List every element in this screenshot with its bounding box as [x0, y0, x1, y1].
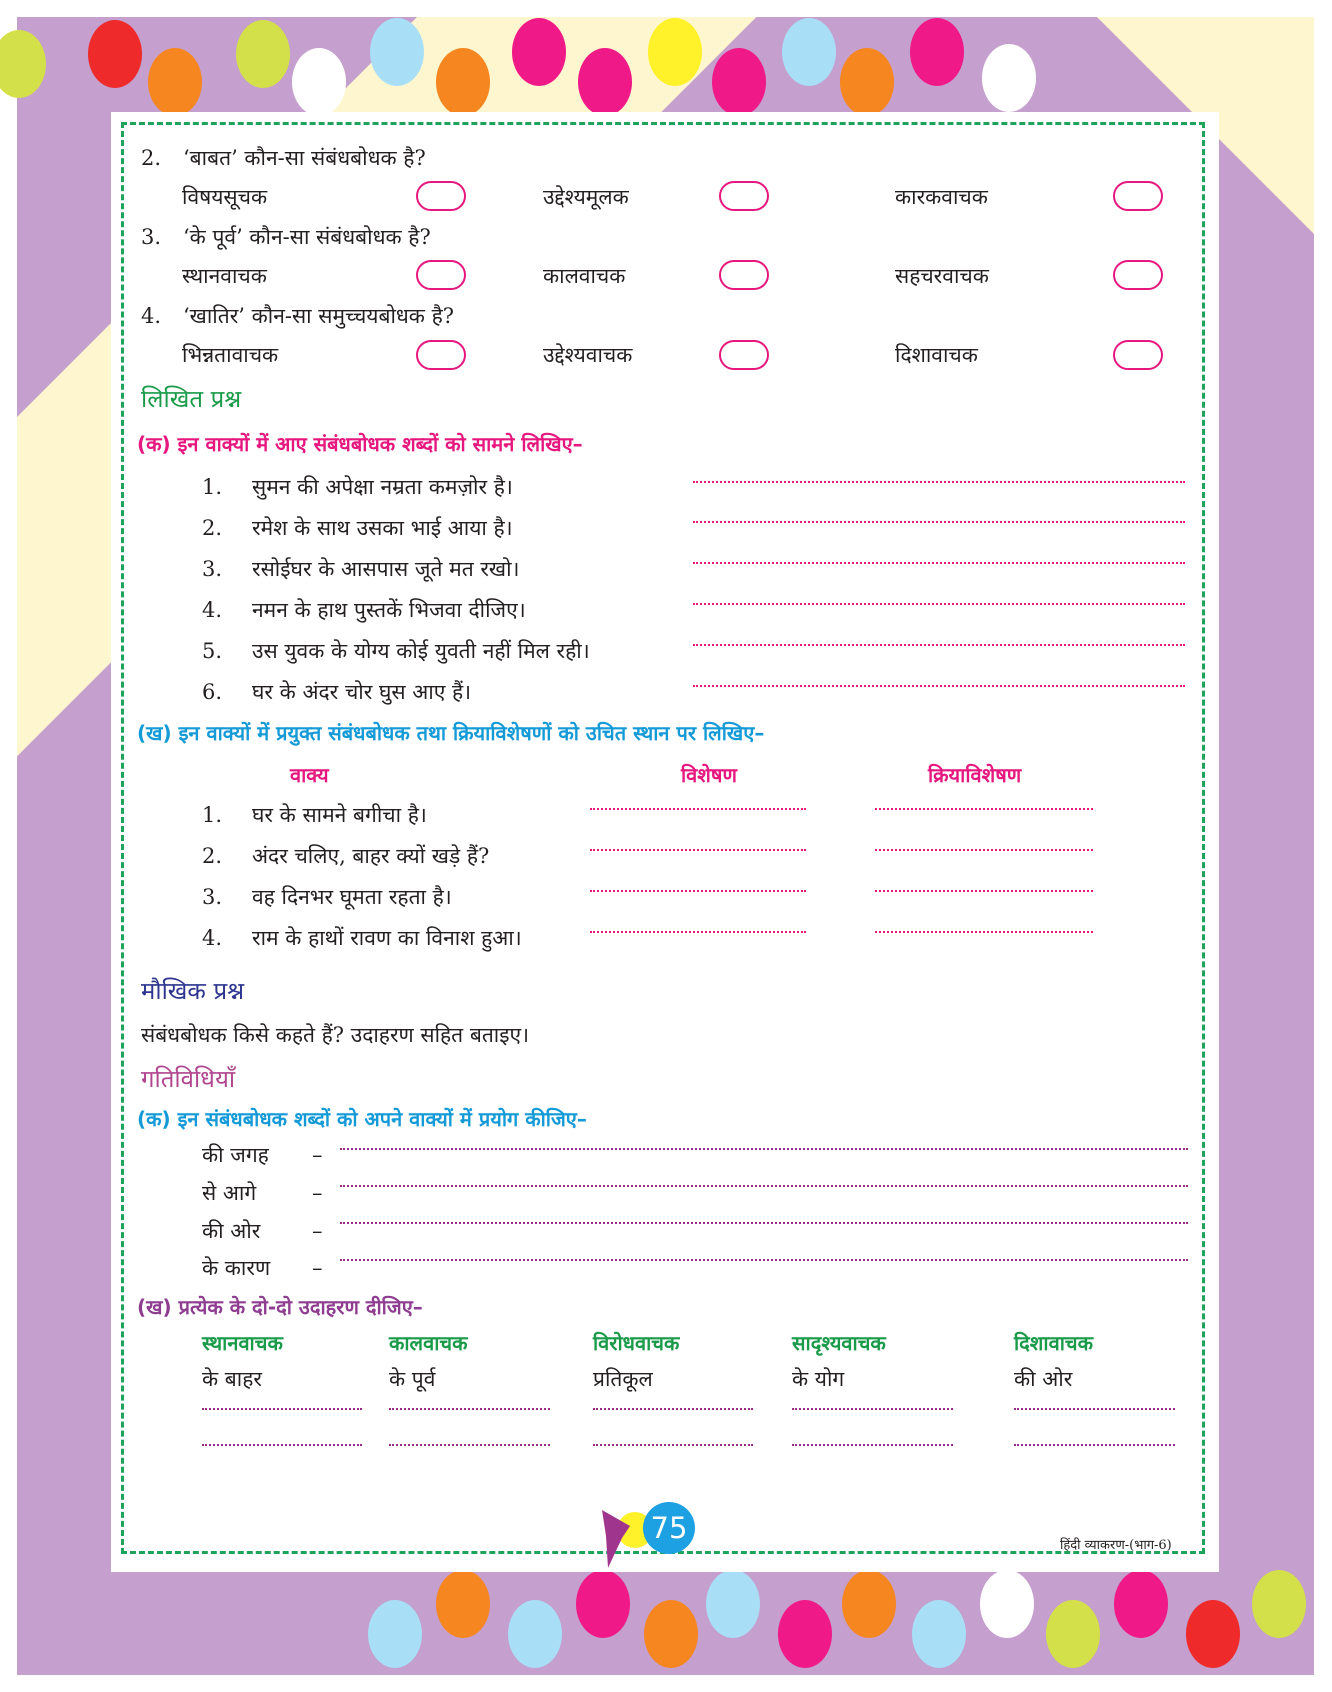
example-answer-line[interactable]: [202, 1444, 362, 1446]
item-number: 6.: [202, 680, 223, 704]
item-number: 3.: [202, 885, 223, 909]
dot-decoration: [842, 1570, 896, 1638]
adverb-answer-line[interactable]: [875, 849, 1093, 851]
option-label: उद्देश्यमूलक: [543, 185, 629, 209]
dot-decoration: [706, 1570, 760, 1638]
dot-decoration: [436, 1570, 490, 1638]
item-text: सुमन की अपेक्षा नम्रता कमज़ोर है।: [252, 475, 513, 499]
example-answer-line[interactable]: [792, 1444, 953, 1446]
oral-question: संबंधबोधक किसे कहते हैं? उदाहरण सहित बताइए।: [141, 1023, 530, 1047]
dot-decoration: [1186, 1600, 1240, 1668]
column-header-sentence: वाक्य: [290, 763, 329, 787]
written-a-item: [202, 679, 471, 705]
activity-part-a-heading: (क) इन संबंधबोधक शब्दों को अपने वाक्यों में प्रयोग कीजिए–: [137, 1107, 587, 1131]
dot-decoration: [578, 48, 632, 116]
example-answer-line[interactable]: [389, 1408, 550, 1410]
category-example: प्रतिकूल: [593, 1367, 653, 1391]
category-title: कालवाचक: [389, 1331, 468, 1355]
adjective-answer-line[interactable]: [590, 890, 806, 892]
activity-word: से आगे: [202, 1181, 257, 1205]
dot-decoration: [982, 44, 1036, 112]
answer-line[interactable]: [693, 603, 1185, 605]
section-title-activities: गतिविधियाँ: [141, 1065, 236, 1093]
option-label: भिन्नतावाचक: [182, 343, 279, 367]
question-text: ‘बाबत’ कौन-सा संबंधबोधक है?: [183, 146, 426, 170]
dot-decoration: [436, 48, 490, 116]
written-b-item: [202, 884, 452, 910]
section-title-oral: मौखिक प्रश्न: [141, 977, 245, 1005]
example-answer-line[interactable]: [593, 1444, 753, 1446]
dash: –: [312, 1181, 323, 1205]
answer-line[interactable]: [693, 521, 1185, 523]
dot-decoration: [148, 48, 202, 116]
item-text: राम के हाथों रावण का विनाश हुआ।: [252, 926, 522, 950]
answer-checkbox[interactable]: [416, 181, 466, 211]
sentence-answer-line[interactable]: [340, 1185, 1188, 1187]
sentence-answer-line[interactable]: [340, 1148, 1188, 1150]
item-text: नमन के हाथ पुस्तकें भिजवा दीजिए।: [252, 598, 526, 622]
item-number: 2.: [202, 844, 223, 868]
dot-decoration: [648, 18, 702, 86]
example-answer-line[interactable]: [593, 1408, 753, 1410]
dot-decoration: [370, 18, 424, 86]
question-number: 4.: [141, 304, 162, 328]
book-title: हिंदी व्याकरण-(भाग-6): [1060, 1538, 1172, 1553]
item-text: उस युवक के योग्य कोई युवती नहीं मिल रही।: [252, 639, 590, 663]
dash: –: [312, 1256, 323, 1280]
written-b-item: [202, 925, 522, 951]
option-label: कालवाचक: [543, 264, 626, 288]
dot-decoration: [512, 18, 566, 86]
dot-decoration: [644, 1600, 698, 1668]
sentence-answer-line[interactable]: [340, 1222, 1188, 1224]
dot-decoration: [88, 20, 142, 88]
example-answer-line[interactable]: [202, 1408, 362, 1410]
mcq-question: [141, 145, 426, 171]
category-title: सादृश्यवाचक: [792, 1331, 886, 1355]
category-title: दिशावाचक: [1014, 1331, 1093, 1355]
dot-decoration: [1114, 1570, 1168, 1638]
answer-checkbox[interactable]: [1113, 181, 1163, 211]
written-a-item: [202, 556, 520, 582]
dot-decoration: [712, 48, 766, 116]
item-text: अंदर चलिए, बाहर क्यों खड़े हैं?: [252, 844, 490, 868]
dot-decoration: [1046, 1600, 1100, 1668]
written-a-item: [202, 474, 513, 500]
dash: –: [312, 1219, 323, 1243]
category-example: के योग: [792, 1367, 845, 1391]
adverb-answer-line[interactable]: [875, 890, 1093, 892]
column-header-adverb: क्रियाविशेषण: [928, 763, 1022, 787]
item-text: घर के सामने बगीचा है।: [252, 803, 427, 827]
mcq-question: [141, 224, 431, 250]
item-text: रमेश के साथ उसका भाई आया है।: [252, 516, 513, 540]
dot-decoration: [782, 18, 836, 86]
option-label: विषयसूचक: [182, 185, 268, 209]
dot-decoration: [368, 1600, 422, 1668]
sentence-answer-line[interactable]: [340, 1259, 1188, 1261]
column-header-adjective: विशेषण: [681, 763, 737, 787]
question-text: ‘के पूर्व’ कौन-सा संबंधबोधक है?: [183, 225, 431, 249]
example-answer-line[interactable]: [792, 1408, 953, 1410]
answer-line[interactable]: [693, 685, 1185, 687]
adjective-answer-line[interactable]: [590, 931, 806, 933]
mcq-question: [141, 303, 454, 329]
answer-line[interactable]: [693, 644, 1185, 646]
item-text: वह दिनभर घूमता रहता है।: [252, 885, 452, 909]
answer-line[interactable]: [693, 562, 1185, 564]
question-number: 2.: [141, 146, 162, 170]
written-b-item: [202, 843, 489, 869]
category-example: की ओर: [1014, 1367, 1073, 1391]
example-answer-line[interactable]: [389, 1444, 550, 1446]
activity-word: की जगह: [202, 1143, 269, 1167]
written-a-item: [202, 597, 526, 623]
category-example: के पूर्व: [389, 1367, 436, 1391]
item-text: घर के अंदर चोर घुस आए हैं।: [252, 680, 472, 704]
item-number: 1.: [202, 803, 223, 827]
example-answer-line[interactable]: [1014, 1408, 1175, 1410]
activity-word: के कारण: [202, 1256, 271, 1280]
activity-word: की ओर: [202, 1219, 261, 1243]
dot-decoration: [912, 1600, 966, 1668]
answer-line[interactable]: [693, 481, 1185, 483]
item-number: 4.: [202, 598, 223, 622]
dot-decoration: [508, 1600, 562, 1668]
written-part-a-heading: (क) इन वाक्यों में आए संबंधबोधक शब्दों को सामने लिखिए–: [137, 432, 583, 456]
dot-decoration: [910, 18, 964, 86]
option-label: सहचरवाचक: [895, 264, 989, 288]
adjective-answer-line[interactable]: [590, 808, 806, 810]
written-a-item: [202, 638, 590, 664]
category-example: के बाहर: [202, 1367, 262, 1391]
written-part-b-heading: (ख) इन वाक्यों में प्रयुक्त संबंधबोधक तथा क्रियाविशेषणों को उचित स्थान पर लिखिए–: [137, 721, 765, 745]
item-number: 3.: [202, 557, 223, 581]
dot-decoration: [840, 48, 894, 116]
item-text: रसोईघर के आसपास जूते मत रखो।: [252, 557, 520, 581]
dot-decoration: [980, 1570, 1034, 1638]
answer-checkbox[interactable]: [719, 181, 769, 211]
written-b-item: [202, 802, 427, 828]
answer-checkbox[interactable]: [416, 260, 466, 290]
option-label: स्थानवाचक: [182, 264, 267, 288]
dot-decoration: [576, 1570, 630, 1638]
activity-part-b-heading: (ख) प्रत्येक के दो-दो उदाहरण दीजिए–: [137, 1295, 423, 1319]
option-label: दिशावाचक: [895, 343, 978, 367]
category-title: स्थानवाचक: [202, 1331, 283, 1355]
section-title-written: लिखित प्रश्न: [141, 385, 242, 413]
item-number: 2.: [202, 516, 223, 540]
option-label: कारकवाचक: [895, 185, 988, 209]
item-number: 4.: [202, 926, 223, 950]
example-answer-line[interactable]: [1014, 1444, 1175, 1446]
item-number: 5.: [202, 639, 223, 663]
answer-checkbox[interactable]: [1113, 260, 1163, 290]
answer-checkbox[interactable]: [416, 340, 466, 370]
dash: –: [312, 1143, 323, 1167]
answer-checkbox[interactable]: [719, 340, 769, 370]
question-number: 3.: [141, 225, 162, 249]
adverb-answer-line[interactable]: [875, 808, 1093, 810]
category-title: विरोधवाचक: [593, 1331, 680, 1355]
answer-checkbox[interactable]: [1113, 340, 1163, 370]
dot-decoration: [236, 20, 290, 88]
dot-decoration: [1252, 1570, 1306, 1638]
adjective-answer-line[interactable]: [590, 849, 806, 851]
page-number: 75: [643, 1502, 695, 1554]
item-number: 1.: [202, 475, 223, 499]
written-a-item: [202, 515, 513, 541]
dot-decoration: [292, 48, 346, 116]
option-label: उद्देश्यवाचक: [543, 343, 633, 367]
adverb-answer-line[interactable]: [875, 931, 1093, 933]
dot-decoration: [778, 1600, 832, 1668]
question-text: ‘खातिर’ कौन-सा समुच्चयबोधक है?: [183, 304, 455, 328]
answer-checkbox[interactable]: [719, 260, 769, 290]
